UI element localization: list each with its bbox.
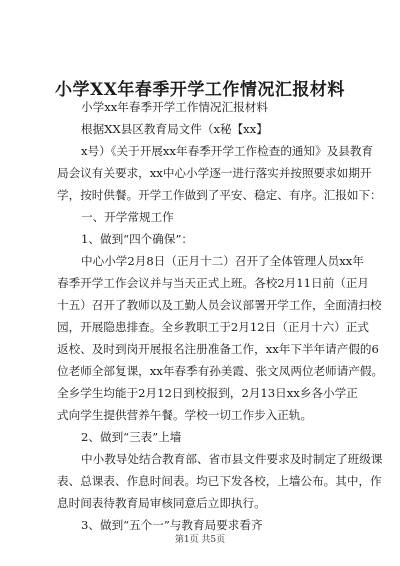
body-line: 小学xx年春季开学工作情况汇报材料 [81,100,268,114]
body-line: 式向学生提供营养午餐。学校一切工作步入正轨。 [57,408,313,422]
body-line: 十五）召开了教师以及工勤人员会议部署开学工作，全面清扫校 [57,298,382,312]
subsection-heading: 3、做到“五个一”与教育局要求看齐 [81,518,263,532]
body-line: 中心小学2月8日（正月十二）召开了全体管理人员xx年 [81,254,364,268]
body-line: 返校、及时到岗开展报名注册准备工作，xx年下半年请产假的6 [57,342,379,356]
body-line: 中小教导处结合教育部、省市县文件要求及时制定了班级课 [81,452,383,466]
body-line: 学，按时供餐。开学工作做到了平安、稳定、有序。汇报如下： [57,188,382,202]
body-line: 春季开学工作会议并与当天正式上班。各校2月11日前（正月 [57,276,369,290]
section-heading: 一、开学常规工作 [81,210,174,224]
body-line: 局会议有关要求，xx中心小学逐一进行落实并按照要求如期开 [57,166,372,180]
page-number-footer: 第1页 共5页 [174,535,226,545]
document-body [57,96,384,536]
body-line: 根据XX县区教育局文件（x秘【xx】 [81,122,268,136]
body-line: 表、总课表、作息时间表。均已下发各校，上墙公布。其中，作 [57,474,382,488]
subsection-heading: 2、做到“三表”上墙 [81,430,182,444]
body-line: 全乡学生均能于2月12日到校报到，2月13日xx乡各小学正 [57,386,358,400]
body-line: 位老师全部复课，xx年春季有孙美霞、张文凤两位老师请产假。 [57,364,384,378]
body-line: x号）《关于开展xx年春季开学工作检查的通知》及县教育 [81,144,374,158]
body-line: 息时间表待教育局审核同意后立即执行。 [57,496,266,510]
document-title: 小学XX年春季开学工作情况汇报材料 [55,80,345,100]
subsection-heading: 1、做到“四个确保”： [81,232,193,246]
body-line: 园，开展隐患排查。全乡教职工于2月12日（正月十六）正式 [57,320,369,334]
